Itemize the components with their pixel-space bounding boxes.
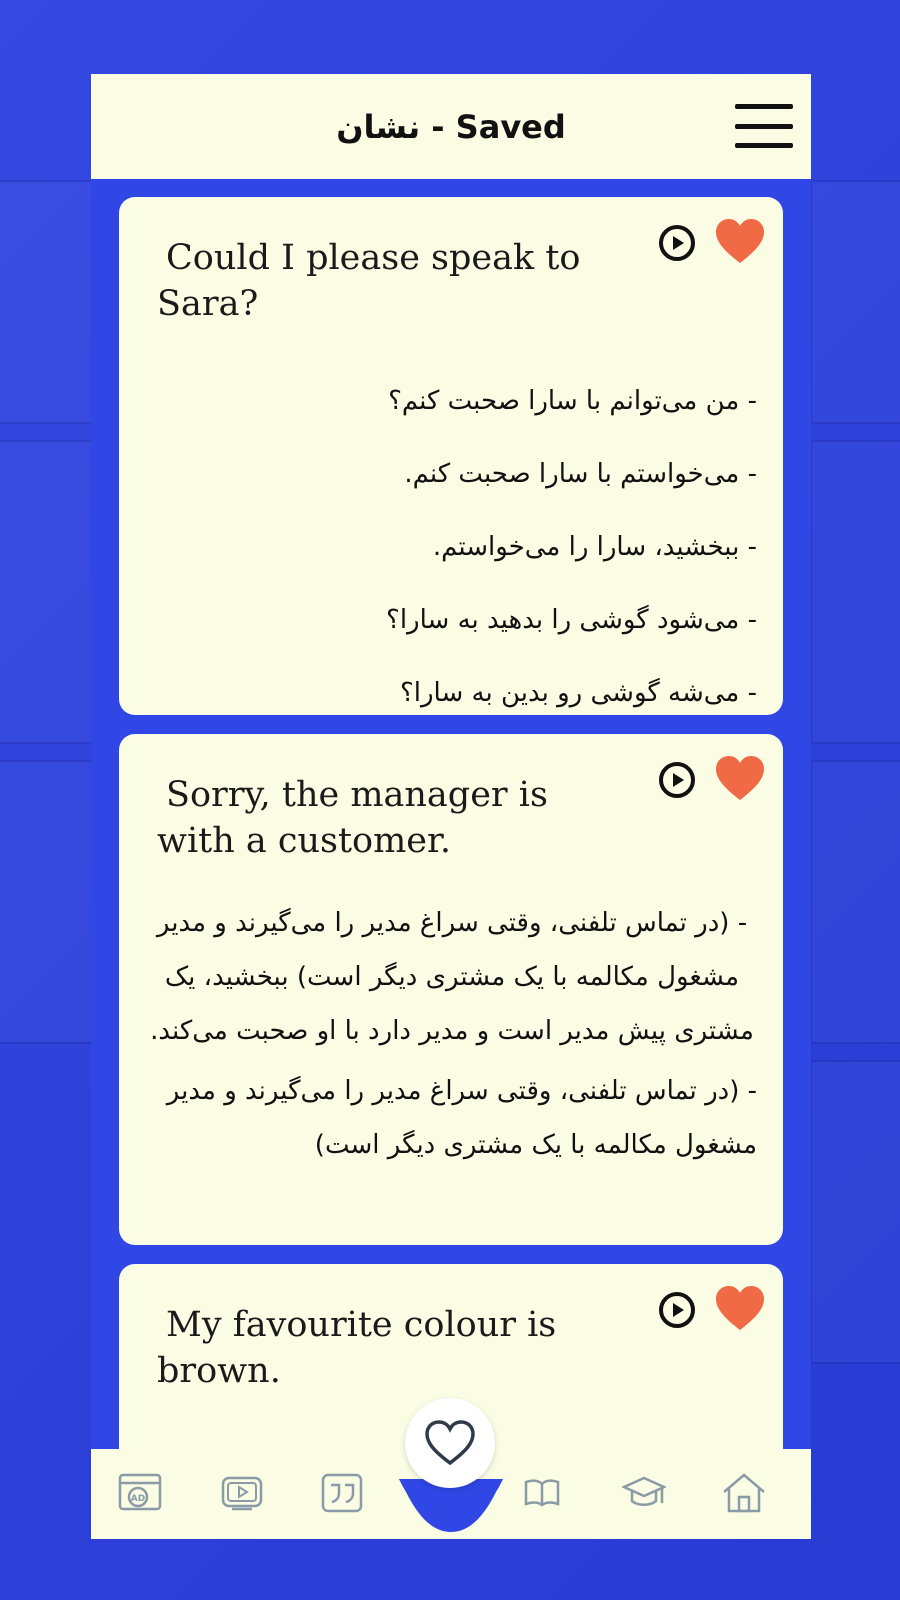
translation-item: - ببخشید، سارا را می‌خواستم. bbox=[432, 532, 757, 562]
translation-item: - (در تماس تلفنی، وقتی سراغ مدیر را می‌گیرند و مدیر مشغول مکالمه با یک مشتری دیگر است) ببخشید، یک مشتری پیش مدیر است و مدیر دارد با او صحبت می‌کند. bbox=[150, 908, 754, 1046]
translation-item: - می‌خواستم با سارا صحبت کنم. bbox=[404, 459, 757, 489]
page-title: نشان - Saved bbox=[336, 107, 566, 146]
translation-item: - (در تماس تلفنی، وقتی سراغ مدیر را می‌گیرند و مدیر مشغول مکالمه با یک مشتری دیگر است) bbox=[166, 1076, 757, 1160]
quote-icon[interactable] bbox=[319, 1471, 365, 1515]
heart-icon[interactable] bbox=[715, 219, 765, 265]
saved-heart-icon[interactable] bbox=[405, 1398, 495, 1488]
translation-list bbox=[147, 365, 757, 715]
english-phrase: Could I please speak to Sara? bbox=[157, 238, 581, 324]
svg-text:AD: AD bbox=[130, 1494, 146, 1504]
translation-item: - من می‌توانم با سارا صحبت کنم؟ bbox=[388, 386, 757, 416]
bottom-nav bbox=[91, 1449, 811, 1539]
graduation-cap-icon[interactable] bbox=[621, 1471, 667, 1515]
heart-icon[interactable] bbox=[715, 1286, 765, 1332]
translation-item: - می‌شه گوشی رو بدین به سارا؟ bbox=[399, 678, 757, 708]
phrase-card bbox=[119, 734, 783, 1245]
translation-list bbox=[147, 896, 757, 1172]
english-phrase: Sorry, the manager is with a customer. bbox=[157, 775, 548, 861]
top-bar bbox=[91, 74, 811, 179]
english-phrase: My favourite colour is brown. bbox=[157, 1305, 557, 1391]
saved-phrases-list[interactable] bbox=[119, 197, 783, 1479]
hamburger-menu-icon[interactable] bbox=[735, 104, 793, 148]
play-icon[interactable] bbox=[659, 1292, 695, 1328]
play-icon[interactable] bbox=[659, 762, 695, 798]
app-window bbox=[91, 74, 811, 1539]
play-icon[interactable] bbox=[659, 225, 695, 261]
home-icon[interactable] bbox=[721, 1471, 767, 1515]
video-icon[interactable] bbox=[219, 1471, 265, 1515]
heart-icon[interactable] bbox=[715, 756, 765, 802]
ads-icon[interactable] bbox=[117, 1471, 163, 1515]
book-icon[interactable] bbox=[519, 1471, 565, 1515]
translation-item: - می‌شود گوشی را بدهید به سارا؟ bbox=[386, 605, 757, 635]
phrase-card bbox=[119, 197, 783, 715]
